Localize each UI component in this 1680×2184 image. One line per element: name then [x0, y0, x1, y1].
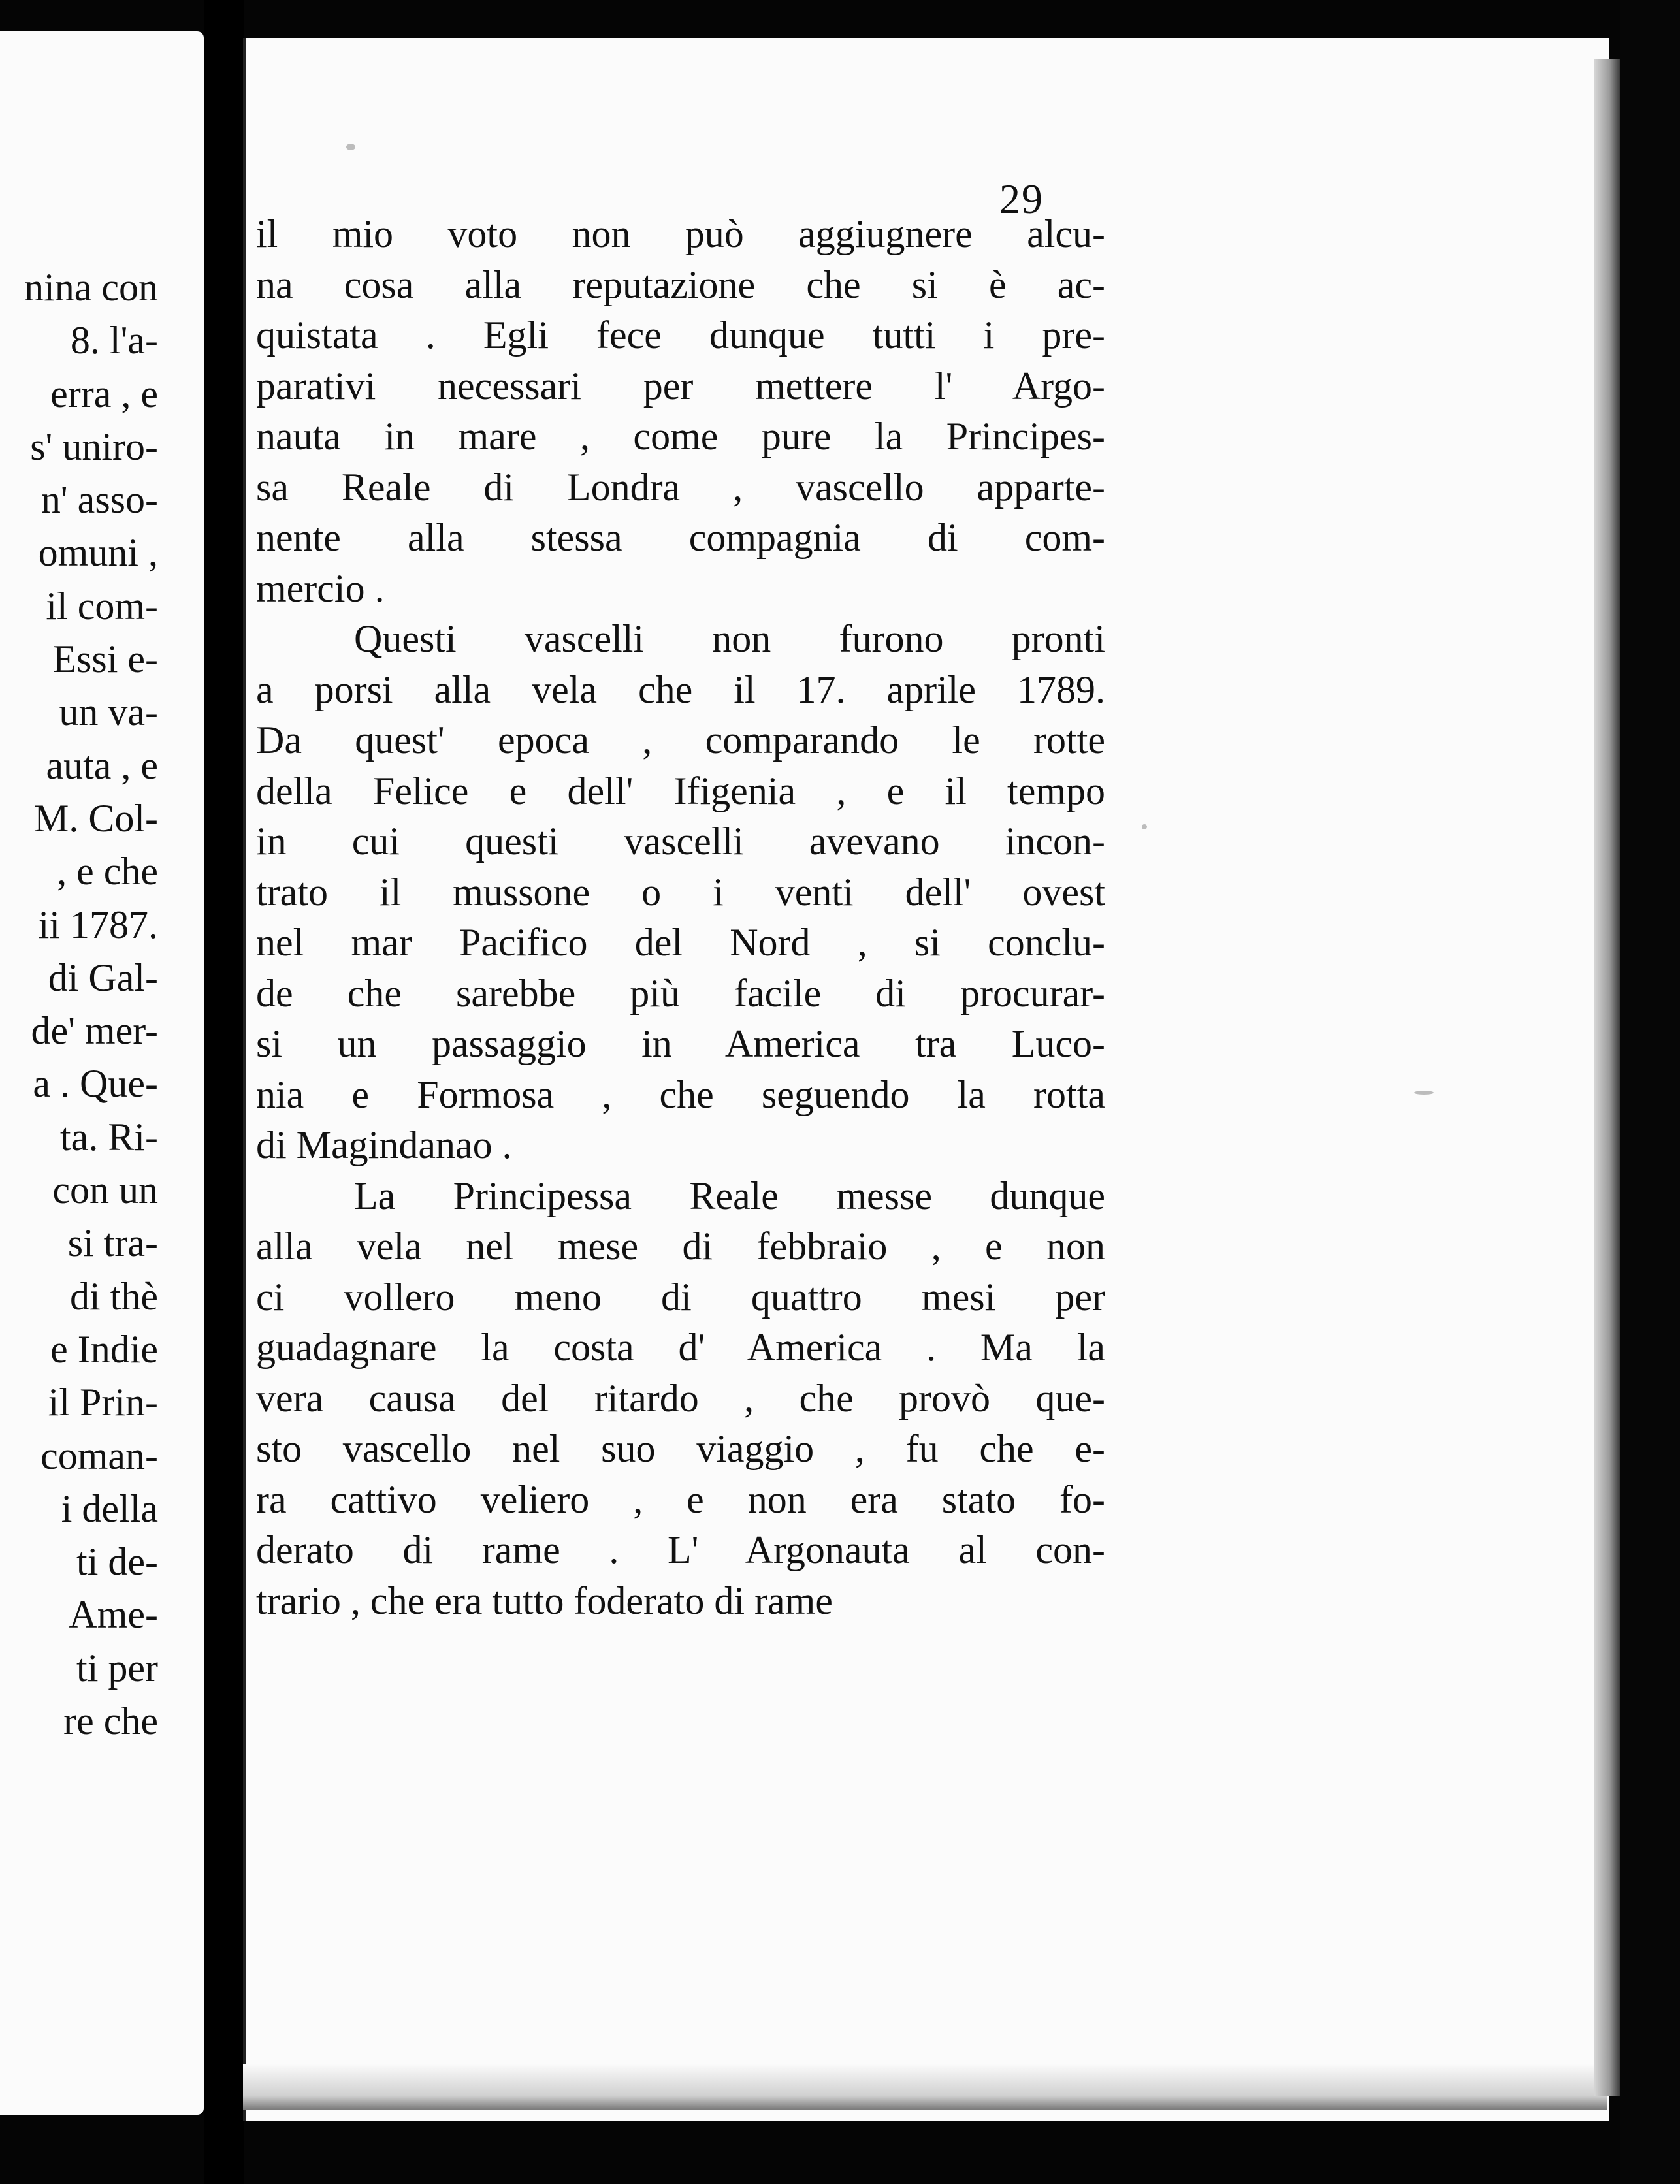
text-line: de che sarebbe più facile di procurar-: [256, 971, 1105, 1015]
text-line: si un passaggio in America tra Luco-: [256, 1022, 1105, 1065]
previous-page-line: un va-: [59, 690, 158, 734]
text-line: nauta in mare , come pure la Principes-: [256, 415, 1105, 458]
previous-page-line: re che: [63, 1699, 158, 1743]
previous-page-line: ti per: [76, 1646, 158, 1690]
previous-page-line: auta , e: [46, 743, 158, 787]
previous-page-line: i della: [61, 1486, 158, 1530]
text-line: sto vascello nel suo viaggio , fu che e-: [256, 1427, 1105, 1470]
text-line: vera causa del ritardo , che provò que-: [256, 1376, 1105, 1420]
text-line: alla vela nel mese di febbraio , e non: [256, 1225, 1105, 1268]
book-gutter: [204, 0, 244, 2184]
previous-page-line: de' mer-: [31, 1009, 158, 1053]
paragraph: [256, 209, 1105, 614]
page-fore-edge: [1594, 59, 1620, 2096]
text-line: trato il mussone o i venti dell' ovest: [256, 870, 1105, 914]
previous-page-line: ta. Ri-: [60, 1115, 158, 1159]
previous-page-line: omuni ,: [38, 531, 158, 575]
previous-page-line: si tra-: [67, 1221, 158, 1265]
paragraph: [256, 1171, 1105, 1627]
previous-page-fragment: [0, 31, 204, 2115]
text-line: na cosa alla reputazione che si è ac-: [256, 263, 1105, 306]
text-line: nel mar Pacifico del Nord , si conclu-: [256, 921, 1105, 964]
previous-page-line: Essi e-: [52, 637, 158, 681]
text-line: mercio .: [256, 566, 385, 610]
text-line: nia e Formosa , che seguendo la rotta: [256, 1072, 1105, 1116]
ink-speck: [346, 144, 355, 150]
text-line: Questi vascelli non furono pronti: [354, 617, 1105, 660]
previous-page-line: n' asso-: [40, 478, 158, 522]
page-number: 29: [999, 176, 1044, 222]
previous-page-line: coman-: [40, 1434, 158, 1477]
page-body-text: [256, 209, 1105, 1626]
text-line: a porsi alla vela che il 17. aprile 1789.: [256, 667, 1105, 711]
page-bottom-edge: [243, 2064, 1607, 2110]
text-line: sa Reale di Londra , vascello apparte-: [256, 465, 1105, 509]
text-line: di Magindanao .: [256, 1123, 512, 1166]
ink-speck: [1142, 824, 1147, 829]
text-line: trario , che era tutto foderato di rame: [256, 1579, 833, 1622]
paragraph: [256, 614, 1105, 1171]
previous-page-line: il Prin-: [48, 1381, 158, 1424]
previous-page-line: a . Que-: [33, 1062, 158, 1106]
text-line: della Felice e dell' Ifigenia , e il tempo: [256, 769, 1105, 812]
text-line: guadagnare la costa d' America . Ma la: [256, 1326, 1105, 1369]
previous-page-line: di Gal-: [48, 956, 158, 999]
background-right: [1620, 0, 1680, 2184]
previous-page-line: nina con: [24, 266, 158, 309]
previous-page-line: erra , e: [50, 372, 158, 415]
text-line: nente alla stessa compagnia di com-: [256, 516, 1105, 559]
text-line: La Principessa Reale messe dunque: [354, 1174, 1105, 1217]
text-line: Da quest' epoca , comparando le rotte: [256, 718, 1105, 762]
text-line: derato di rame . L' Argonauta al con-: [256, 1528, 1105, 1571]
previous-page-line: , e che: [57, 850, 158, 893]
previous-page-line: e Indie: [50, 1327, 158, 1371]
previous-page-line: ti de-: [76, 1540, 158, 1584]
text-line: il mio voto non può aggiugnere alcu-: [256, 212, 1105, 255]
previous-page-line: di thè: [70, 1274, 158, 1318]
previous-page-line: con un: [52, 1168, 158, 1212]
previous-page-line: M. Col-: [33, 796, 158, 840]
previous-page-text: [24, 261, 158, 1748]
text-line: ci vollero meno di quattro mesi per: [256, 1275, 1105, 1319]
text-line: ra cattivo veliero , e non era stato fo-: [256, 1477, 1105, 1521]
text-line: parativi necessari per mettere l' Argo-: [256, 364, 1105, 408]
previous-page-line: Ame-: [69, 1593, 158, 1637]
text-line: in cui questi vascelli avevano incon-: [256, 820, 1105, 863]
previous-page-line: s' uniro-: [30, 425, 158, 468]
previous-page-line: ii 1787.: [38, 903, 158, 946]
previous-page-line: il com-: [46, 584, 158, 628]
ink-speck: [1414, 1091, 1434, 1095]
previous-page-line: 8. l'a-: [70, 319, 158, 362]
text-line: quistata . Egli fece dunque tutti i pre-: [256, 313, 1105, 357]
